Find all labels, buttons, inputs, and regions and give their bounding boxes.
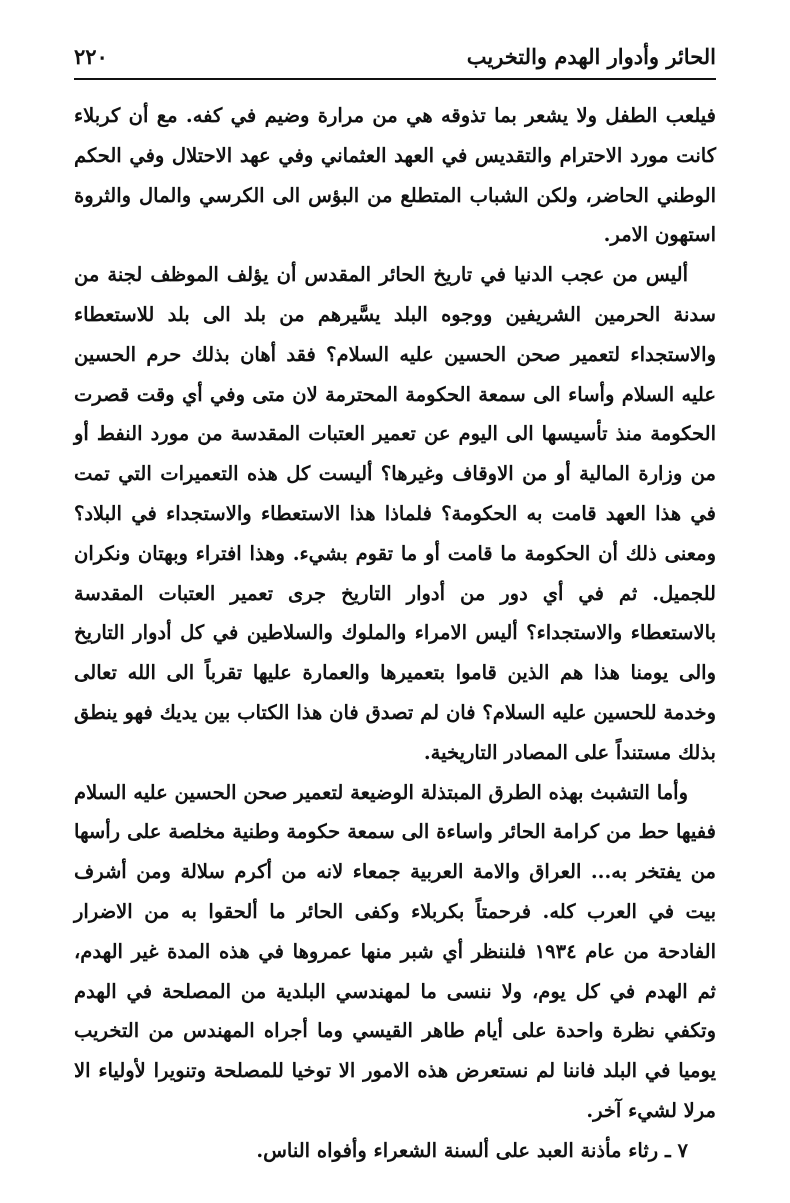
header-divider: [74, 78, 716, 80]
paragraph-2: أليس من عجب الدنيا في تاريخ الحائر المقدس أن يؤلف الموظف لجنة من سدنة الحرمين الشريفين ووجوه البلد يسَّيرهم من بلد الى بلد للاستعطاء والاستجداء لتعمير صحن الحسين عليه السلام؟ فقد أهان بذلك حرم الحسين عليه السلام وأساء الى سمعة الحكومة المحترمة لان متى وفي أي وقت قصرت الحكومة منذ تأسيسها الى اليوم عن تعمير العتبات المقدسة من مورد النفط أو من وزارة المالية أو من الاوقاف وغيرها؟ أليست كل هذه التعميرات التي تمت في هذا العهد قامت به الحكومة؟ فلماذا هذا الاستعطاء والاستجداء في البلاد؟ ومعنى ذلك أن الحكومة ما قامت أو ما تقوم بشيء. وهذا افتراء وبهتان ونكران للجميل. ثم في أي دور من أدوار التاريخ جرى تعمير العتبات المقدسة بالاستعطاء والاستجداء؟ أليس الامراء والملوك والسلاطين في كل أدوار التاريخ والى يومنا هذا هم الذين قاموا بتعميرها والعمارة عليها تقرباً الى الله تعالى وخدمة للحسين عليه السلام؟ فان لم تصدق فان هذا الكتاب بين يديك فهو ينطق بذلك مستنداً على المصادر التاريخية.: [74, 263, 716, 764]
chapter-title: الحائر وأدوار الهدم والتخريب: [466, 43, 716, 69]
paragraph-3: وأما التشبث بهذه الطرق المبتذلة الوضيعة لتعمير صحن الحسين عليه السلام ففيها حط من كرامة الحائر واساءة الى سمعة حكومة وطنية مخلصة على رأسها من يفتخر به... العراق والامة العربية جمعاء لانه من أكرم سلالة ومن أشرف بيت في العرب كله. فرحمتاً بكربلاء وكفى الحائر ما ألحقوا به من الاضرار الفادحة من عام ١٩٣٤ فلننظر أي شبر منها عمروها في هذه المدة غير الهدم، ثم الهدم في كل يوم، ولا ننسى ما لمهندسي البلدية من المصلحة في الهدم وتكفي نظرة واحدة على أيام طاهر القيسي وما أجراه المهندس من التخريب يوميا في البلد فاننا لم نستعرض هذه الامور الا توخيا للمصلحة وتنويرا لأولياء الا مرلا لشيء آخر.: [74, 780, 716, 1122]
section-heading: ٧ ـ رثاء مأذنة العبد على ألسنة الشعراء وأفواه الناس.: [256, 1138, 688, 1162]
paragraph-1: فيلعب الطفل ولا يشعر بما تذوقه هي من مرارة وضيم في كفه. مع أن كربلاء كانت مورد الاحترام والتقديس في العهد العثماني وفي عهد الاحتلال وفي الحكم الوطني الحاضر، ولكن الشباب المتطلع من البؤس الى الكرسي والمال والثروة استهون الامر.: [74, 104, 716, 247]
page-body: [74, 96, 716, 1171]
running-header: [74, 36, 716, 76]
page-number: ٢٢٠: [74, 43, 108, 69]
